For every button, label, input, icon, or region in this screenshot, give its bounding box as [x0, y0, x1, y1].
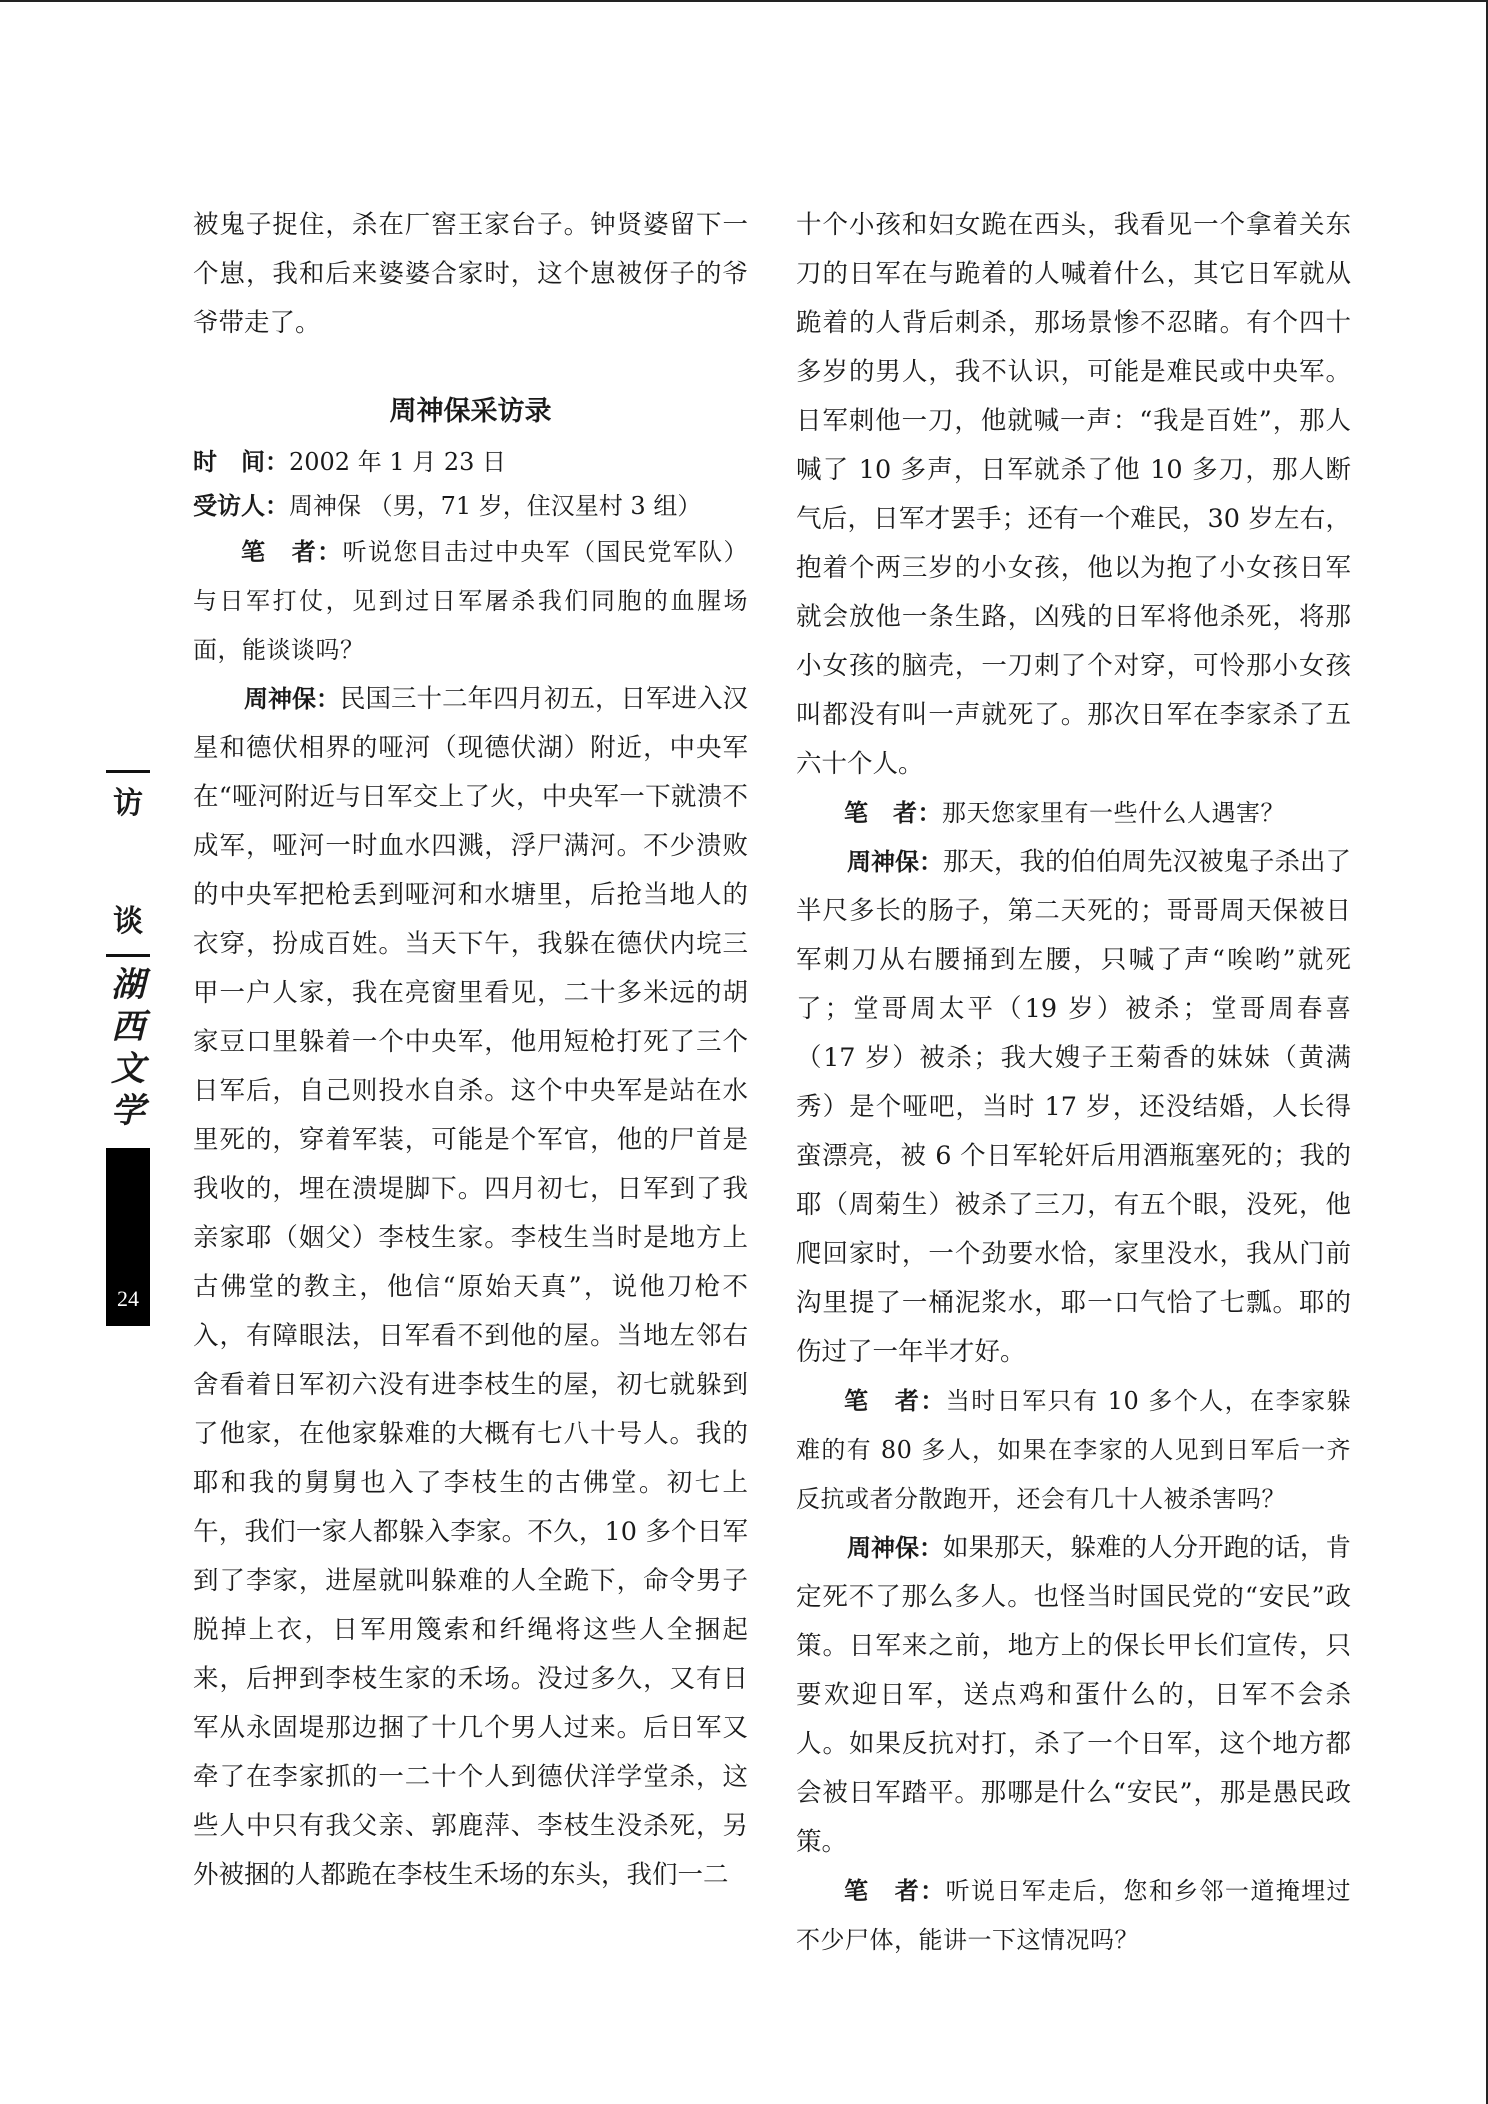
question-3-speaker: 笔 者：	[844, 1387, 946, 1415]
page-number-block	[106, 1148, 150, 1326]
page-number: 24	[117, 1286, 139, 1311]
time-label: 时 间：	[193, 448, 289, 476]
meta-interviewee	[193, 484, 748, 528]
question-1	[193, 528, 748, 675]
interviewee-value: 周神保 （男，71 岁，住汉星村 3 组）	[289, 492, 702, 520]
brand-char-4: 学	[111, 1091, 145, 1131]
left-column	[193, 201, 748, 1900]
sidebar-rule-top	[106, 770, 150, 773]
answer-3-speaker: 周神保：	[847, 1534, 943, 1562]
answer-1-continued: 十个小孩和妇女跪在西头，我看见一个拿着关东刀的日军在与跪着的人喊着什么，其它日军就从跪着的人背后刺杀，那场景惨不忍睹。有个四十多岁的男人，我不认识，可能是难民或中央军。日军刺他一刀，他就喊一声：“我是百姓”，那人喊了 10 多声，日军就杀了他 10 多刀，那人断气后，日军才罢手；还有一个难民，30 岁左右，抱着个两三岁的小女孩，他以为抱了小女孩日军就会放他一条生路，凶残的日军将他杀死，将那小女孩的脑壳，一刀刺了个对穿，可怜那小女孩叫都没有叫一声就死了。那次日军在李家杀了五六十个人。	[796, 210, 1351, 779]
question-3	[796, 1377, 1351, 1524]
section-char-2: 谈	[113, 904, 143, 939]
meta-time	[193, 440, 748, 484]
question-2-text: 那天您家里有一些什么人遇害？	[942, 799, 1285, 827]
brand-char-2: 西	[111, 1007, 145, 1047]
article-title: 周神保采访录	[389, 396, 552, 427]
answer-1	[193, 675, 748, 1900]
question-1-speaker: 笔 者：	[241, 538, 343, 566]
answer-2-text: 那天，我的伯伯周先汉被鬼子杀出了半尺多长的肠子，第二天死的；哥哥周天保被日军刺刀从右腰捅到左腰，只喊了声“唉哟”就死了；堂哥周太平（19 岁）被杀；堂哥周春喜（17 岁）被杀；我大嫂子王菊香的妹妹（黄满秀）是个哑吧，当时 17 岁，还没结婚，人长得蛮漂亮，被 6 个日军轮奸后用酒瓶塞死的；我的耶（周菊生）被杀了三刀，有五个眼，没死，他爬回家时，一个劲要水恰，家里没水，我从门前沟里提了一桶泥浆水，耶一口气恰了七瓢。耶的伤过了一年半才好。	[796, 847, 1352, 1367]
answer-2-speaker: 周神保：	[847, 848, 943, 876]
answer-2	[796, 838, 1351, 1377]
intro-paragraph: 被鬼子捉住，杀在厂窖王家台子。钟贤婆留下一个崽，我和后来婆婆合家时，这个崽被伢子的爷爷带走了。	[193, 210, 748, 338]
answer-1-text: 民国三十二年四月初五，日军进入汉星和德伏相界的哑河（现德伏湖）附近，中央军在“哑河附近与日军交上了火，中央军一下就溃不成军，哑河一时血水四溅，浮尸满河。不少溃败的中央军把枪丢到哑河和水塘里，后抢当地人的衣穿，扮成百姓。当天下午，我躲在德伏内垸三甲一户人家，我在亮窗里看见，二十多米远的胡家豆口里躲着一个中央军，他用短枪打死了三个日军后，自己则投水自杀。这个中央军是站在水里死的，穿着军装，可能是个军官，他的尸首是我收的，埋在溃堤脚下。四月初七，日军到了我亲家耶（姻父）李枝生家。李枝生当时是地方上古佛堂的教主，他信“原始天真”，说他刀枪不入，有障眼法，日军看不到他的屋。当地左邻右舍看着日军初六没有进李枝生的屋，初七就躲到了他家，在他家躲难的大概有七八十号人。我的耶和我的舅舅也入了李枝生的古佛堂。初七上午，我们一家人都躲入李家。不久，10 多个日军到了李家，进屋就叫躲难的人全跪下，命令男子脱掉上衣，日军用篾索和纤绳将这些人全捆起来，后押到李枝生家的禾场。没过多久，又有日军从永固堤那边捆了十几个男人过来。后日军又牵了在李家抓的一二十个人到德伏洋学堂杀，这些人中只有我父亲、郭鹿萍、李枝生没杀死，另外被捆的人都跪在李枝生禾场的东头，我们一二	[193, 684, 749, 1890]
answer-3-text: 如果那天，躲难的人分开跑的话，肯定死不了那么多人。也怪当时国民党的“安民”政策。日军来之前，地方上的保长甲长们宣传，只要欢迎日军，送点鸡和蛋什么的，日军不会杀人。如果反抗对打，杀了一个日军，这个地方都会被日军踏平。那哪是什么“安民”，那是愚民政策。	[796, 1533, 1352, 1857]
question-1-text: 听说您目击过中央军（国民党军队）与日军打仗，见到过日军屠杀我们同胞的血腥场面，能谈谈吗？	[193, 538, 749, 664]
sidebar-rule-bottom	[106, 954, 150, 957]
answer-3	[796, 1524, 1351, 1867]
question-4	[796, 1867, 1351, 1965]
question-2	[796, 789, 1351, 838]
question-4-text: 听说日军走后，您和乡邻一道掩埋过不少尸体，能讲一下这情况吗？	[796, 1877, 1352, 1954]
time-value: 2002 年 1 月 23 日	[289, 448, 507, 476]
interviewee-label: 受访人：	[193, 492, 289, 520]
answer-1-speaker: 周神保：	[244, 685, 340, 713]
question-3-text: 当时日军只有 10 多个人，在李家躲难的有 80 多人，如果在李家的人见到日军后一齐反抗或者分散跑开，还会有几十人被杀害吗？	[796, 1387, 1352, 1513]
question-4-speaker: 笔 者：	[844, 1877, 946, 1905]
right-column	[796, 201, 1351, 1965]
question-2-speaker: 笔 者：	[844, 799, 942, 827]
brand-char-3: 文	[111, 1049, 145, 1089]
page-border-top	[0, 0, 1488, 2]
section-char-1: 访	[113, 786, 143, 821]
brand-char-1: 湖	[111, 965, 145, 1005]
